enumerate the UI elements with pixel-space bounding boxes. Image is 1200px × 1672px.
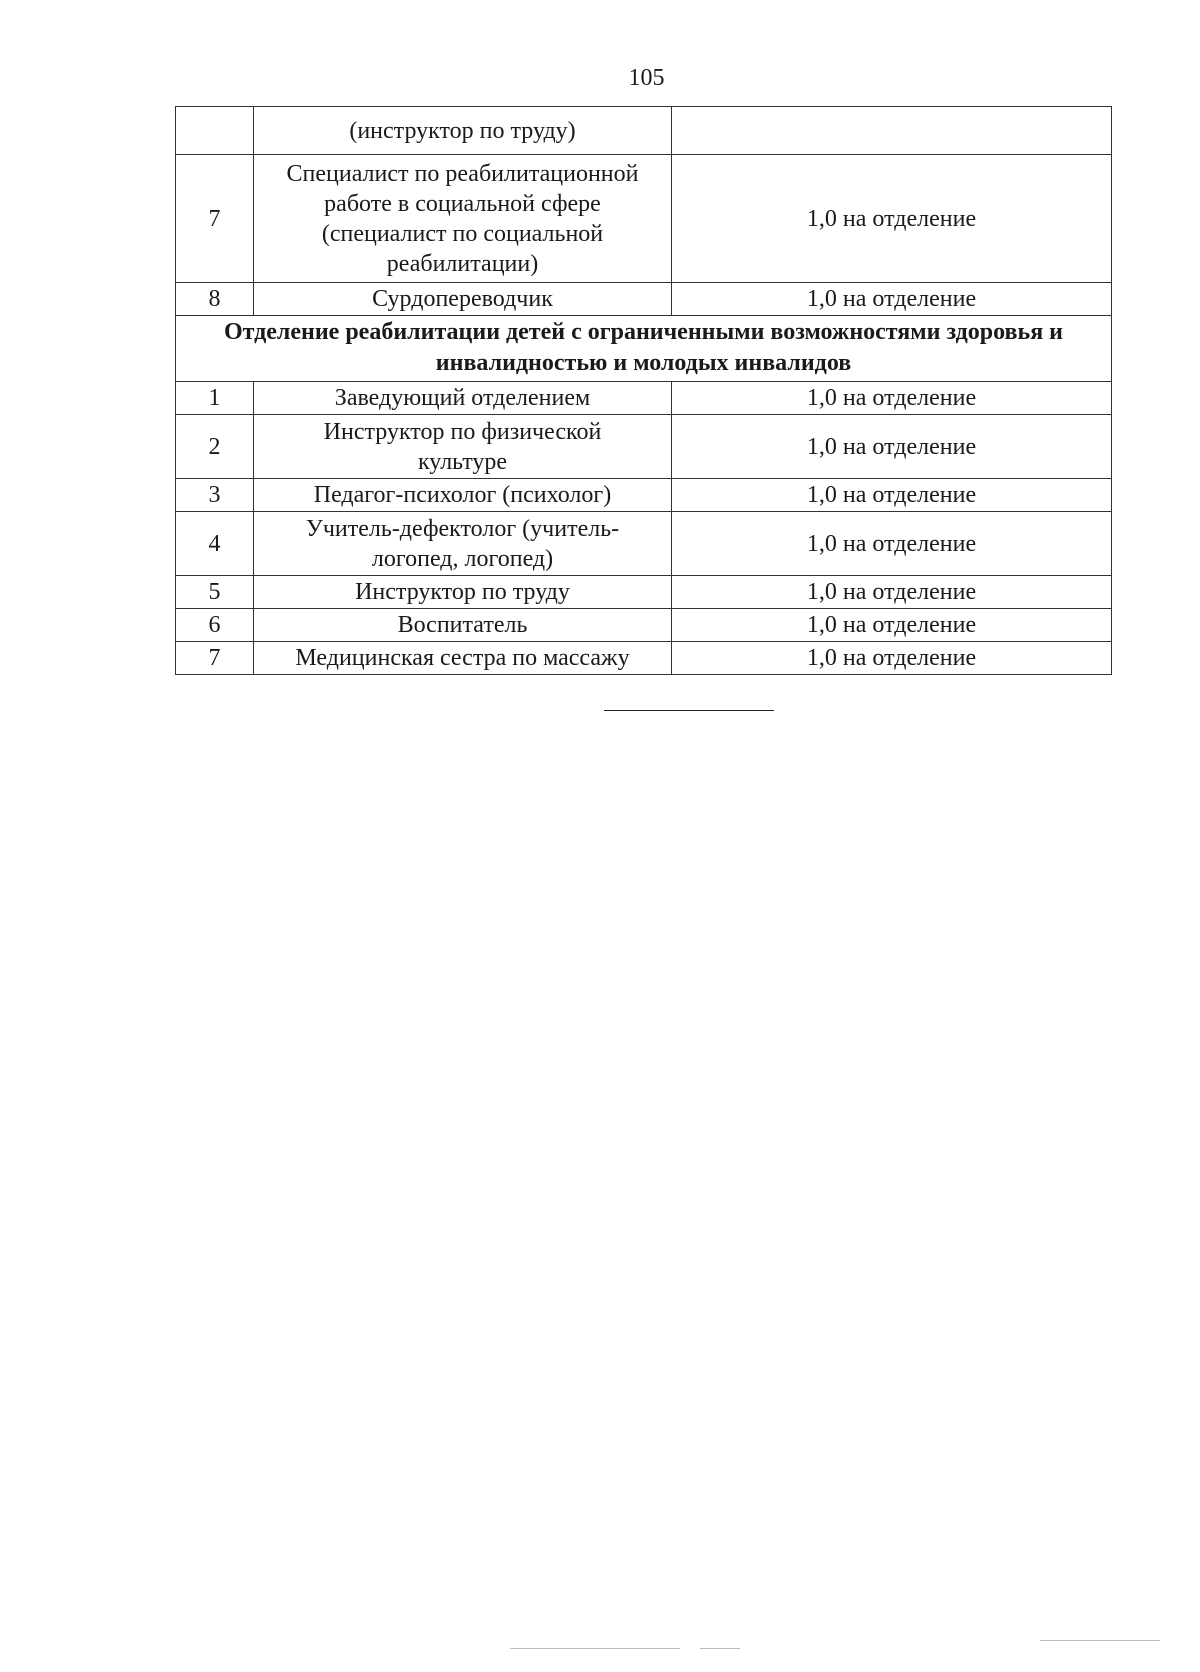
norm-cell: 1,0 на отделение <box>672 415 1112 479</box>
table-row <box>176 415 1112 479</box>
section-header-row <box>176 316 1112 382</box>
position-cell: Сурдопереводчик <box>254 283 672 316</box>
scan-artifact-line <box>1040 1640 1160 1641</box>
table-row <box>176 155 1112 283</box>
table-row <box>176 479 1112 512</box>
position-cell: Инструктор по физической культуре <box>254 415 672 479</box>
staffing-table <box>175 106 1112 675</box>
staffing-table-body <box>176 107 1112 675</box>
table-row <box>176 512 1112 576</box>
table-row <box>176 642 1112 675</box>
row-number-cell: 2 <box>176 415 254 479</box>
row-number-cell: 3 <box>176 479 254 512</box>
norm-cell: 1,0 на отделение <box>672 576 1112 609</box>
position-cell: Инструктор по труду <box>254 576 672 609</box>
scan-artifact-line <box>700 1648 740 1649</box>
norm-cell: 1,0 на отделение <box>672 283 1112 316</box>
norm-cell <box>672 107 1112 155</box>
norm-cell: 1,0 на отделение <box>672 642 1112 675</box>
row-number-cell: 5 <box>176 576 254 609</box>
position-cell: Педагог-психолог (психолог) <box>254 479 672 512</box>
row-number-cell <box>176 107 254 155</box>
row-number-cell: 4 <box>176 512 254 576</box>
table-row <box>176 382 1112 415</box>
page-number: 105 <box>628 65 665 91</box>
table-row <box>176 107 1112 155</box>
end-of-table-rule <box>604 710 774 711</box>
norm-cell: 1,0 на отделение <box>672 609 1112 642</box>
position-cell: (инструктор по труду) <box>254 107 672 155</box>
scan-artifact-line <box>510 1648 680 1649</box>
table-row <box>176 609 1112 642</box>
position-cell: Воспитатель <box>254 609 672 642</box>
norm-cell: 1,0 на отделение <box>672 512 1112 576</box>
table-row <box>176 576 1112 609</box>
table-row <box>176 283 1112 316</box>
row-number-cell: 8 <box>176 283 254 316</box>
position-cell: Учитель-дефектолог (учитель-логопед, логопед) <box>254 512 672 576</box>
norm-cell: 1,0 на отделение <box>672 479 1112 512</box>
row-number-cell: 7 <box>176 642 254 675</box>
section-title: Отделение реабилитации детей с ограниченными возможностями здоровья и инвалидностью и молодых инвалидов <box>176 316 1112 382</box>
row-number-cell: 6 <box>176 609 254 642</box>
position-cell: Медицинская сестра по массажу <box>254 642 672 675</box>
row-number-cell: 1 <box>176 382 254 415</box>
row-number-cell: 7 <box>176 155 254 283</box>
position-cell: Специалист по реабилитационной работе в социальной сфере (специалист по социальной реабилитации) <box>254 155 672 283</box>
position-cell: Заведующий отделением <box>254 382 672 415</box>
norm-cell: 1,0 на отделение <box>672 382 1112 415</box>
norm-cell: 1,0 на отделение <box>672 155 1112 283</box>
